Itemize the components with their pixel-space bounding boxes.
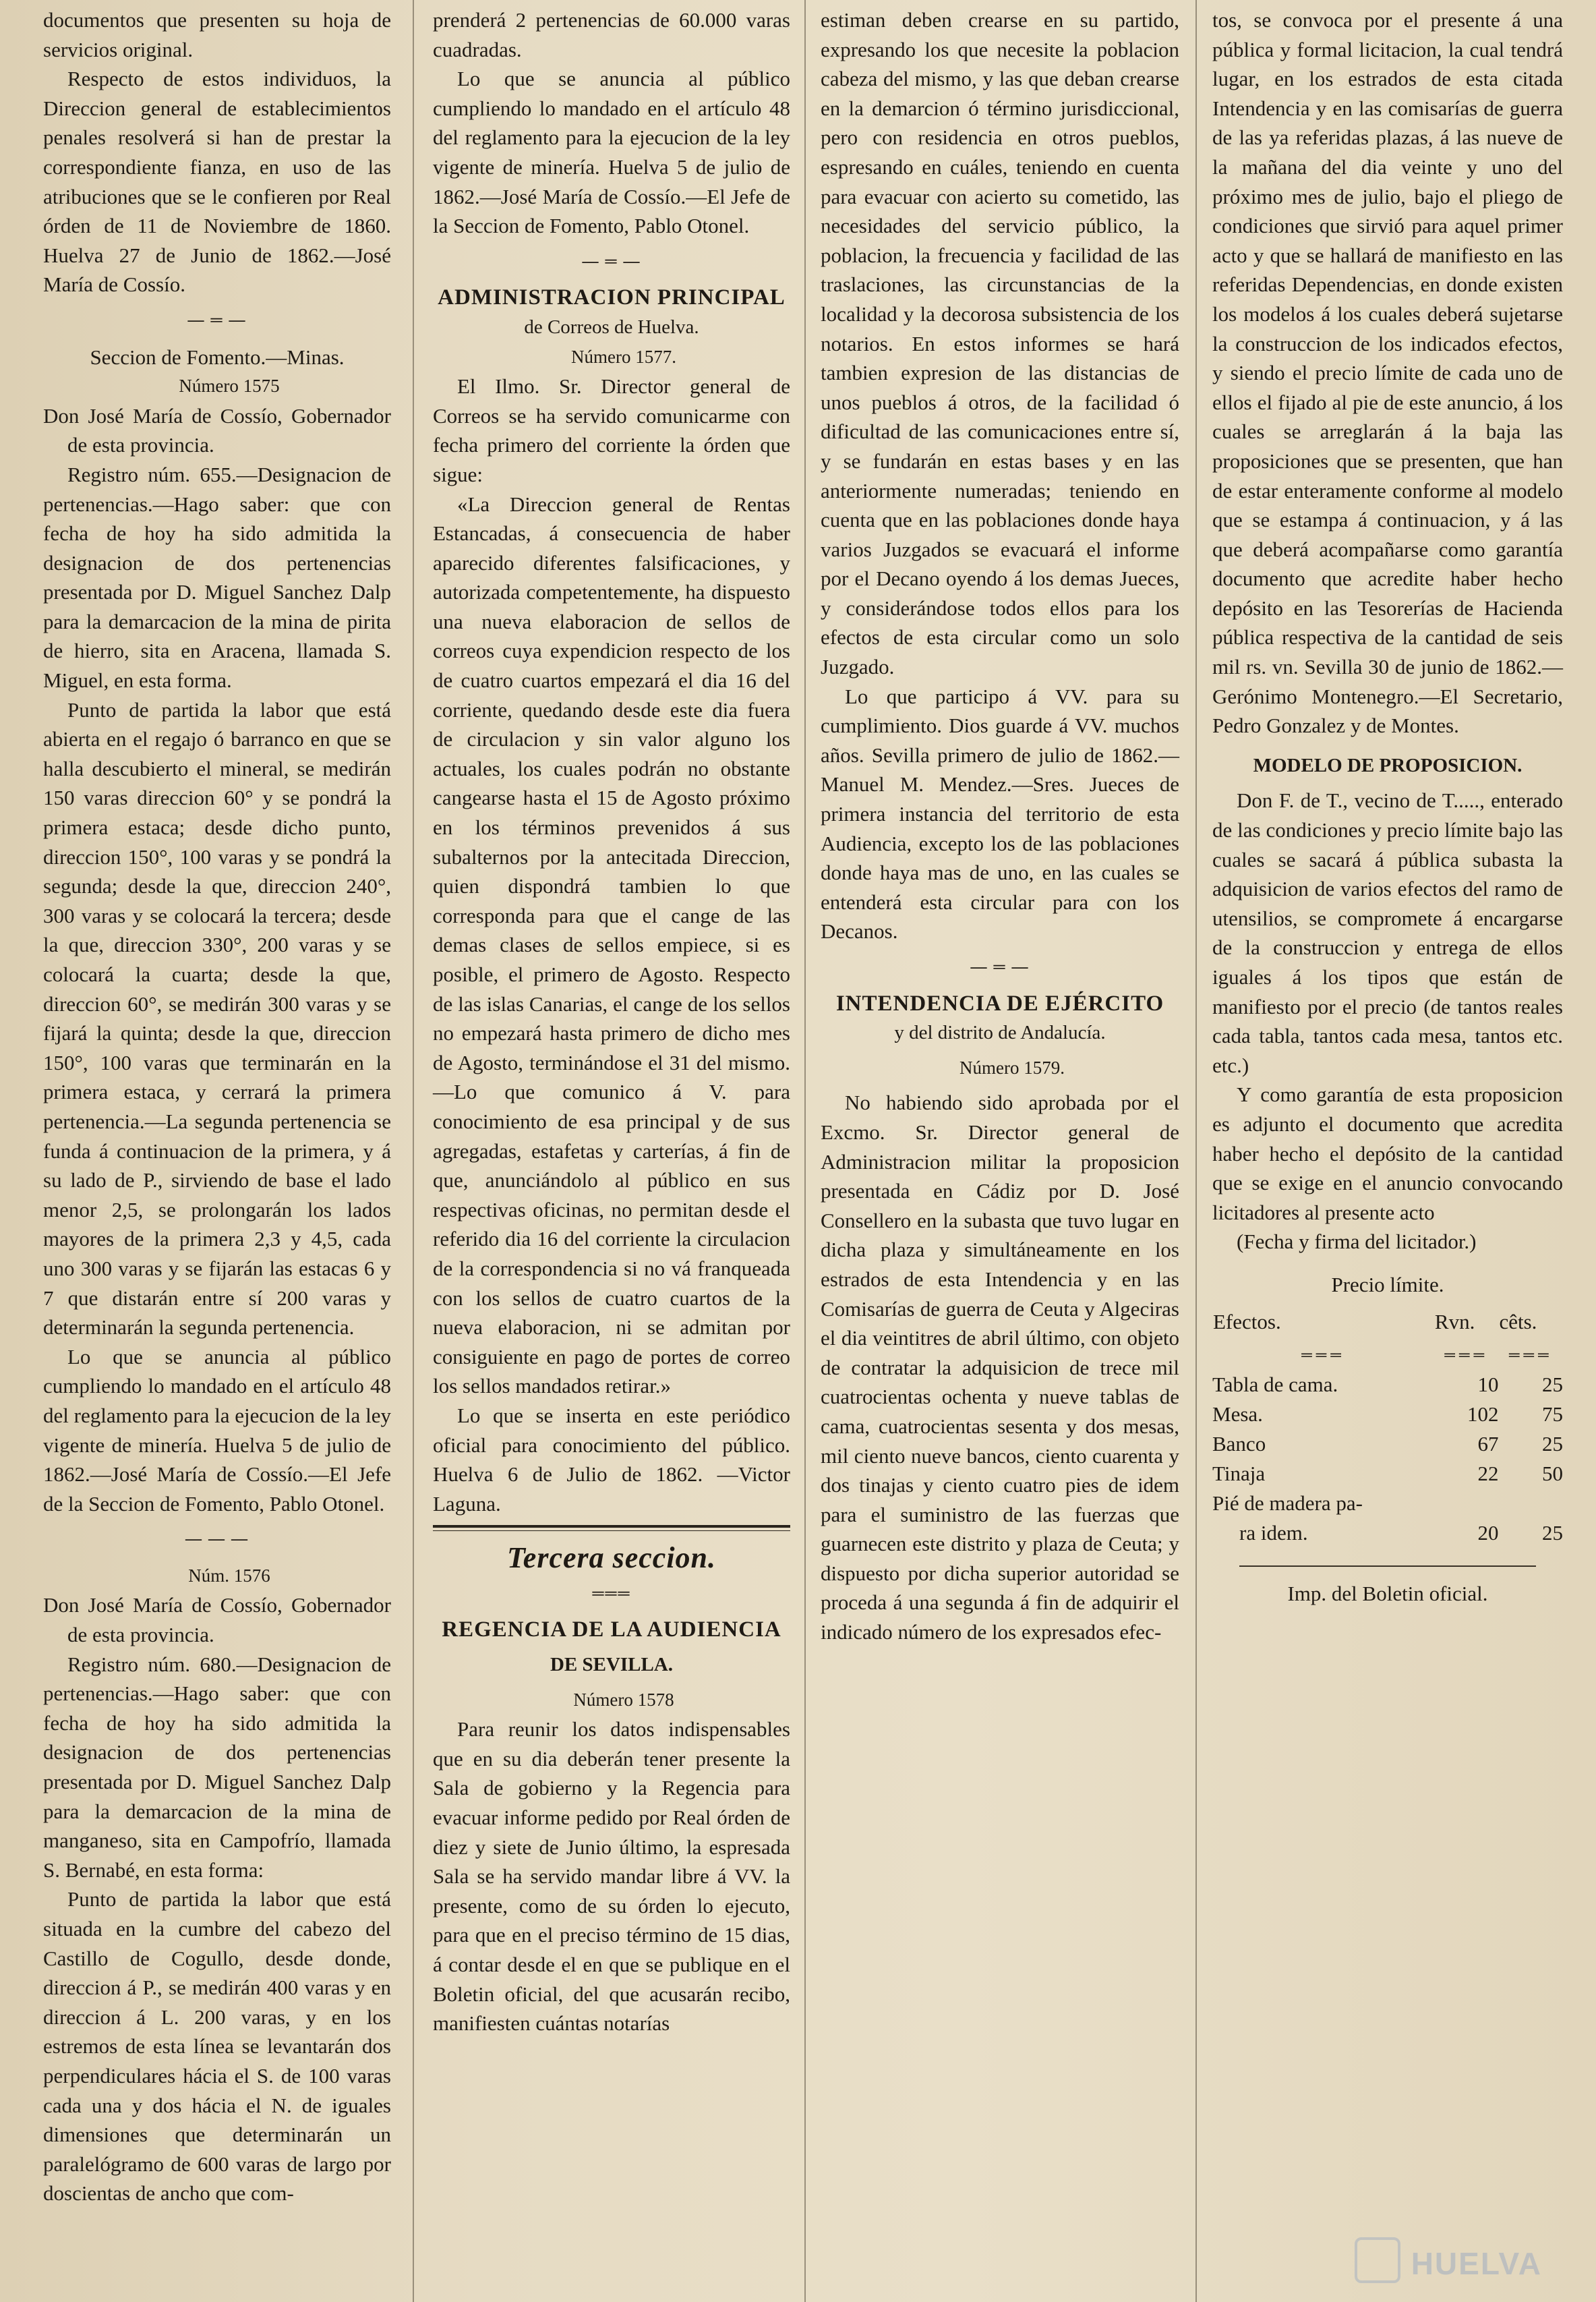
signature-line: (Fecha y firma del licitador.) [1237,1230,1477,1254]
paragraph: Punto de partida la labor que está abierta en el regajo ó barranco en que se halla descubierto el mineral, se medirán 150 varas direccion 60° y se pondrá la primera estaca; desde dicho punto, direccion 150°, 100 varas y se pondrá la segunda; desde la que, direccion 240°, 300 varas y se colocará la tercera; desde la que, direccion 330°, 200 varas y se colocará la cuarta; desde la que, direccion 60°, se medirán 300 varas y se fijará la quinta; desde la que, direccion 150°, 100 varas que terminarán en la primera estaca, y cerrará la primera pertenencia.—La segunda pertenencia se funda á continuacion de la primera, y á su lado de P., sirviendo de base el lado menor 2,5, se prolongarán los lados mayores de la primera 2,3 y 4,5, cada uno 300 varas y se fijarán las estacas 6 y 7 que distarán entre sí 200 varas y determinarán la segunda pertenencia. [43,697,391,1340]
table-rule: ═══ [1508,1346,1553,1364]
price-table [1212,1306,1563,1549]
office-title: REGENCIA DE LA AUDIENCIA [442,1617,781,1642]
price-rvn: 10 [1477,1373,1499,1397]
price-rvn: 20 [1477,1521,1499,1545]
price-col-header: Rvn. [1434,1309,1475,1333]
notice-number: Número 1579. [959,1057,1065,1078]
table-row [1212,1370,1563,1400]
price-item: Tinaja [1212,1462,1266,1486]
table-row [1212,1489,1563,1518]
table-row [1212,1459,1563,1489]
table-row [1212,1400,1563,1429]
paragraph: Para reunir los datos indispensables que en su dia deberán tener presente la Sala de gobierno y la Regencia para evacuar informe pedido por Real órden de diez y siete de Junio último, la espresada Sala se ha servido mandar libre á VV. la presente, como de su órden lo ejecuto, para que en el preciso término de 15 dias, á contar desde el en que se publique en el Boletin oficial, del que acusarán recibo, manifiesten cuántas notarías [433,1717,790,2036]
notice-number: Núm. 1576 [188,1565,270,1586]
paragraph: Registro núm. 680.—Designacion de pertenencias.—Hago saber: que con fecha de hoy ha sido admitida la designacion de dos pertenencias presentada por D. Miguel Sanchez Dalp para la demarcacion de la mina de manganeso, sita en Campofrío, llamada S. Bernabé, en esta forma: [43,1652,391,1882]
section-heading: Seccion de Fomento.—Minas. [90,345,345,369]
price-rvn: 22 [1477,1462,1499,1486]
paragraph: Y como garantía de esta proposicion es adjunto el documento que acredita haber hecho el depósito de la cantidad que se exige en el anuncio convocando licitadores al presente acto [1212,1083,1563,1224]
separator: — ═ — [582,252,641,270]
paragraph: Registro núm. 655.—Designacion de pertenencias.—Hago saber: que con fecha de hoy ha sido admitida la designacion de dos pertenencias presentada por D. Miguel Sanchez Dalp para la demarcacion de la mina de pirita de hierro, sita en Aracena, llamada S. Miguel, en esta forma. [43,462,391,693]
column-rule [804,0,806,2302]
price-cts: 25 [1542,1432,1563,1456]
column-2 [433,5,790,2295]
table-rule: ═══ [1444,1346,1489,1364]
price-item: Tabla de cama. [1212,1373,1338,1397]
paragraph: Lo que se anuncia al público cumpliendo lo mandado en el artículo 48 del reglamento para la ejecucion de la ley vigente de minería. Huelva 5 de julio de 1862.—José María de Cossío.—El Jefe de la Seccion de Fomento, Pablo Otonel. [43,1344,391,1516]
price-cts [1498,1489,1563,1518]
column-3 [821,5,1179,2295]
section-title: Tercera seccion. [506,1541,717,1575]
notice-heading: Don José María de Cossío, Gobernador de esta provincia. [43,1593,391,1647]
separator: — ═ — [187,311,247,329]
notice-heading: Don José María de Cossío, Gobernador de esta provincia. [43,403,391,457]
paragraph: Punto de partida la labor que está situada en la cumbre del cabezo del Castillo de Cogullo, desde donde, direccion á P., se medirán 400 varas y en direccion á L. 200 varas, y en los estremos de esta línea se levantarán dos perpendiculares hácia el S. de 100 varas cada una y dos hácia el N. de iguales dimensiones que determinarán un paralelógramo de 600 varas de largo por doscientas de ancho que com- [43,1887,391,2206]
table-row [1212,1429,1563,1459]
paragraph: Lo que se anuncia al público cumpliendo lo mandado en el artículo 48 del reglamento para la ejecucion de la ley vigente de minería. Huelva 5 de julio de 1862.—José María de Cossío.—El Jefe de la Seccion de Fomento, Pablo Otonel. [433,67,790,238]
column-rule [413,0,414,2302]
price-cts: 25 [1542,1373,1563,1397]
price-rvn: 102 [1467,1402,1499,1427]
watermark: HUELVA [1411,2246,1542,2281]
model-heading: MODELO DE PROPOSICION. [1253,754,1523,776]
paragraph: Lo que se inserta en este periódico oficial para conocimiento del público. Huelva 6 de Julio de 1862. —Victor Laguna. [433,1403,790,1516]
watermark-logo-icon [1355,2237,1400,2283]
price-item: ra idem. [1239,1521,1308,1545]
price-col-header: Efectos. [1213,1309,1281,1333]
office-title: ADMINISTRACION PRINCIPAL [438,285,786,310]
column-1 [43,5,391,2295]
notice-number: Número 1575 [179,376,280,397]
section-rule [433,1525,790,1531]
price-rvn [1434,1489,1499,1518]
column-4 [1212,5,1563,2295]
paragraph: Lo que participo á VV. para su cumplimiento. Dios guarde á VV. muchos años. Sevilla primero de julio de 1862.—Manuel M. Mendez.—Sres. Jueces de primera instancia del territorio de esta Audiencia, excepto los de las poblaciones donde haya mas de uno, en las cuales se entenderá esta circular para con los Decanos. [821,684,1179,944]
price-col-header: cêts. [1499,1309,1537,1333]
notice-number: Número 1577. [571,346,676,367]
separator: ═══ [592,1584,631,1603]
table-row [1212,1518,1563,1548]
paragraph: tos, se convoca por el presente á una pública y formal licitacion, la cual tendrá lugar, en los estrados de esta citada Intendencia y en las comisarías de guerra de las ya referidas plazas, á las nueve de la mañana del dia veinte y uno del próximo mes de julio, bajo el pliego de condiciones que sirvió para aquel primer acto y que se hallará de manifiesto en las referidas Dependencias, en donde existen los modelos á los cuales deberá sujetarse la construccion de los indicados efectos, y siendo el precio límite de cada uno de ellos el fijado al pie de este anuncio, á los cuales se arreglarán á la baja las proposiciones que se presenten, que han de estar enteramente conforme al modelo que se estampa á continuacion, y á las que deberá acompañarse como garantía documento que acredite haber hecho depósito en las Tesorerías de Hacienda pública respectiva de la cantidad de seis mil rs. vn. Sevilla 30 de junio de 1862.—Gerónimo Montenegro.—El Secretario, Pedro Gonzalez y de Montes. [1212,8,1563,738]
office-title: INTENDENCIA DE EJÉRCITO [835,991,1164,1016]
paragraph: No habiendo sido aprobada por el Excmo. Sr. Director general de Administracion militar la proposicion presentada en Cádiz por D. José Consellero en la subasta que tuvo lugar en dicha plaza y simultáneamente en los estrados de esta Intendencia y en las Comisarías de guerra de Ceuta y Algeciras el dia veintitres de abril último, con objeto de contratar la adquisicion de trece mil cuatrocientas ochenta y nueve tablas de cama, cuatrocientas sesenta y dos mesas, mil ciento nueve bancos, ciento cuarenta y dos tinajas y ciento cuatro pies de idem para el suministro de las fuerzas que guarnecen este distrito y plaza de Ceuta; y dispuesto por dicha superior autoridad se proceda á una segunda á fin de adquirir el indicado número de los expresados efec- [821,1091,1179,1644]
paragraph: El Ilmo. Sr. Director general de Correos se ha servido comunicarme con fecha primero del corriente la órden que sigue: [433,374,790,486]
separator: — ═ — [970,958,1030,976]
price-rvn: 67 [1477,1432,1499,1456]
separator: — — — [185,1530,249,1549]
notice-number: Número 1578 [573,1689,674,1710]
end-rule [1239,1565,1536,1567]
price-item: Mesa. [1212,1402,1263,1427]
office-subtitle: de Correos de Huelva. [524,316,699,338]
office-subtitle: DE SEVILLA. [550,1654,674,1676]
paragraph: prenderá 2 pertenencias de 60.000 varas cuadradas. [433,8,790,61]
printer-imprint: Imp. del Boletin oficial. [1287,1582,1488,1606]
price-item: Banco [1212,1432,1266,1456]
price-cts: 25 [1542,1521,1563,1545]
price-cts: 75 [1542,1402,1563,1427]
paragraph: documentos que presenten su hoja de servicios original. [43,8,391,61]
column-rule [1195,0,1197,2302]
paragraph: Don F. de T., vecino de T....., enterado de las condiciones y precio límite bajo las cuales se sacará á pública subasta la adquisicion de varios efectos del ramo de utensilios, se compromete á encargarse de la construccion y entrega de ellos iguales á los tipos que están de manifiesto por el precio (de tantos reales cada tabla, tantos cada mesa, tantos etc. etc.) [1212,788,1563,1077]
price-cts: 50 [1542,1462,1563,1486]
paragraph: Respecto de estos individuos, la Direccion general de establecimientos penales resolverá si han de prestar la correspondiente fianza, en uso de las atribuciones que se le confieren por Real órden de 11 de Noviembre de 1860. Huelva 27 de Junio de 1862.—José María de Cossío. [43,67,391,297]
price-heading: Precio límite. [1331,1272,1444,1296]
office-subtitle: y del distrito de Andalucía. [894,1022,1106,1044]
paragraph: «La Direccion general de Rentas Estancadas, á consecuencia de haber aparecido diferentes falsificaciones, y autorizada competentemente, ha dispuesto una nueva elaboracion de sellos de correos cuya expendicion respecto de los de cuatro cuartos empezará el dia 16 del corriente, quedando desde este dia fuera de circulacion y sin valor alguno los actuales, los cuales podrán no obstante cangearse hasta el 15 de Agosto próximo en los términos prevenidos á sus subalternos por la antecitada Direccion, quien dispondrá tambien lo que corresponda para que el cange de las demas clases de sellos empiece, si es posible, el primero de Agosto. Respecto de las islas Canarias, el cange de los sellos no empezará hasta primero de dicho mes de Agosto, terminándose el 31 del mismo.—Lo que comunico á V. para conocimiento de esa principal y de sus agregadas, estafetas y carterías, á fin de que, anunciándolo al público en sus respectivas oficinas, no permitan desde el referido dia 16 del corriente la circulacion de la correspondencia si no vá franqueada con los sellos de cuatro cuartos de la nueva elaboracion, ni se admitan por consiguiente en pago de portes de correo los sellos mandados retirar.» [433,492,790,1398]
price-item: Pié de madera pa- [1212,1491,1363,1516]
paragraph: estiman deben crearse en su partido, expresando los que necesite la poblacion cabeza del mismo, y las que deban crearse en la demarcion ó término jurisdiccional, pero con residencia en otros pueblos, espresando en cuáles, teniendo en cuenta para evacuar con acierto su cometido, las necesidades del servicio público, la poblacion, la frecuencia y facilidad de las traslaciones, las circunstancias de la localidad y la decorosa subsistencia de los notarios. En estos informes se hará tambien expresion de las distancias de unos pueblos á otros, de la facilidad ó dificultad de las comunicaciones entre sí, y se fundarán en estas bases y en las anteriormente numeradas; teniendo en cuenta que en las poblaciones donde haya varios Juzgados se evacuará el informe por el Decano oyendo á los demas Jueces, y considerándose todos ellos para los efectos de esta circular como un solo Juzgado. [821,8,1179,679]
table-rule: ═══ [1301,1346,1345,1364]
